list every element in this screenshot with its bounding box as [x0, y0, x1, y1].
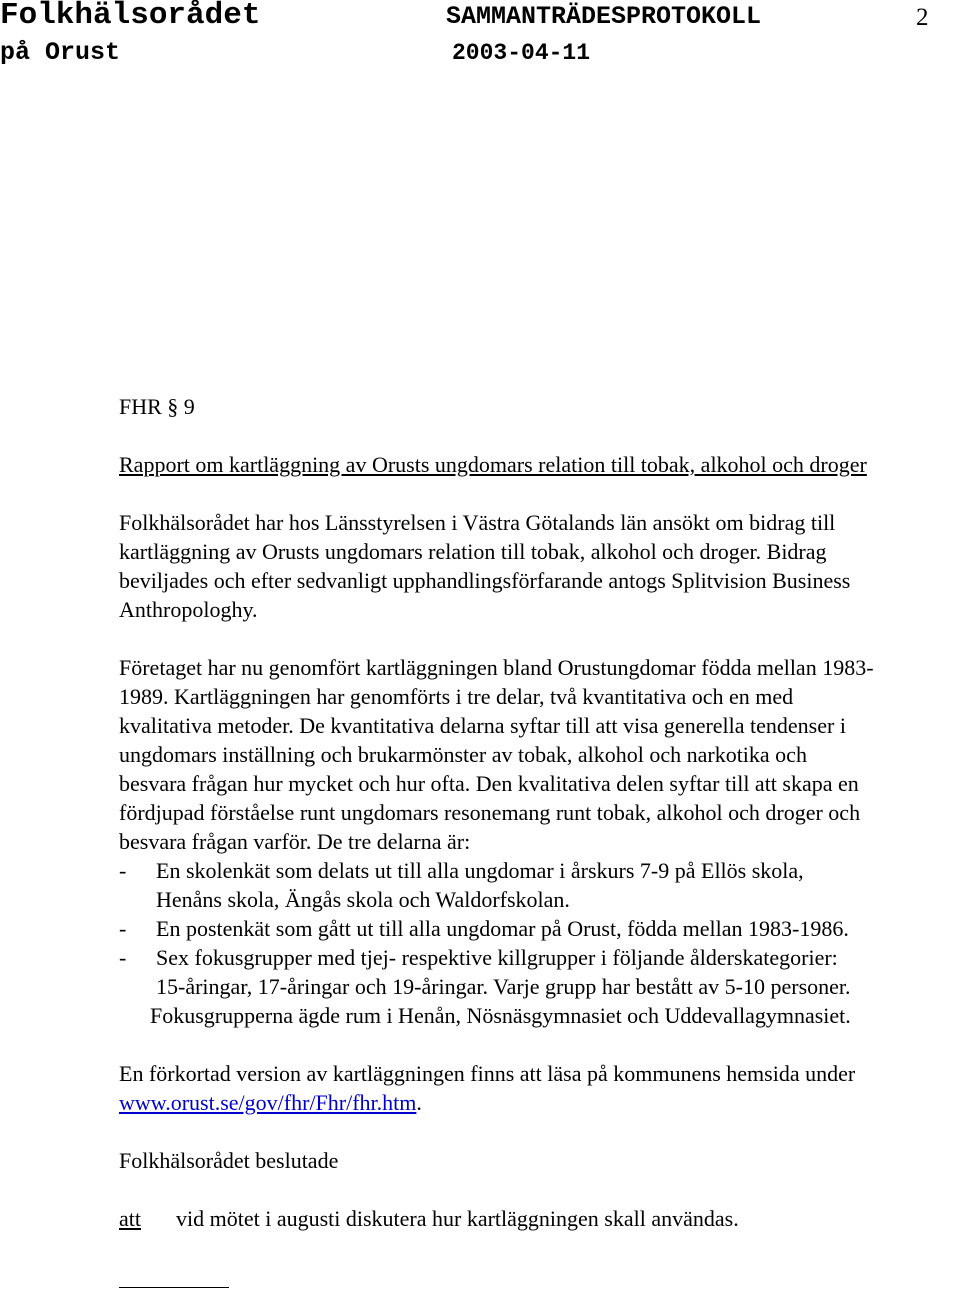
paragraph-line: kartläggning av Orusts ungdomars relation till tobak, alkohol och droger. Bidrag: [119, 539, 827, 564]
paragraph-line: beviljades och efter sedvanligt upphandlingsförfarande antogs Splitvision Business: [119, 568, 851, 593]
list-item-line: 15-åringar, 17-åringar och 19-åringar. Varje grupp har bestått av 5-10 personer.: [156, 974, 851, 999]
org-location: på Orust: [0, 38, 121, 67]
paragraph-3: [119, 1059, 855, 1117]
list-item-dash: -: [119, 916, 127, 941]
paragraph-line: Företaget har nu genomfört kartläggningen bland Orustungdomar födda mellan 1983-: [119, 655, 874, 680]
list-item: [156, 943, 851, 1001]
list-item-line: Henåns skola, Ängås skola och Waldorfskolan.: [156, 887, 570, 912]
decision-heading: Folkhälsorådet beslutade: [119, 1148, 339, 1173]
paragraph-line: En förkortad version av kartläggningen finns att läsa på kommunens hemsida under: [119, 1061, 856, 1086]
decision-label: att: [119, 1206, 141, 1231]
page-number: 2: [916, 4, 929, 31]
paragraph-line: ungdomars inställning och brukarmönster av tobak, alkohol och narkotika och: [119, 742, 807, 767]
document-type: SAMMANTRÄDESPROTOKOLL: [446, 2, 762, 31]
footnote-separator: [119, 1287, 229, 1288]
paragraph-line: Folkhälsorådet har hos Länsstyrelsen i Västra Götalands län ansökt om bidrag till: [119, 510, 836, 535]
list-item-line: Sex fokusgrupper med tjej- respektive killgrupper i följande ålderskategorier:: [156, 945, 838, 970]
list-item: [156, 856, 804, 914]
list-item-line: En skolenkät som delats ut till alla ungdomar i årskurs 7-9 på Ellös skola,: [156, 858, 804, 883]
org-name: Folkhälsorådet: [0, 0, 261, 33]
paragraph-line: kvalitativa metoder. De kvantitativa delarna syftar till att visa generella tendenser i: [119, 713, 846, 738]
paragraph-line: 1989. Kartläggningen har genomförts i tre delar, två kvantitativa och en med: [119, 684, 794, 709]
meeting-date: 2003-04-11: [452, 40, 591, 66]
list-item-dash: -: [119, 945, 127, 970]
section-title: Rapport om kartläggning av Orusts ungdomars relation till tobak, alkohol och droger: [119, 452, 867, 477]
section-id: FHR § 9: [119, 394, 195, 419]
list-item-line: En postenkät som gått ut till alla ungdomar på Orust, födda mellan 1983-1986.: [156, 916, 849, 941]
paragraph-2: [119, 653, 874, 856]
paragraph-1: [119, 508, 850, 624]
paragraph-line: fördjupad förståelse runt ungdomars resonemang runt tobak, alkohol och droger och: [119, 800, 861, 825]
list-trailing-line: Fokusgrupperna ägde rum i Henån, Nösnäsgymnasiet och Uddevallagymnasiet.: [150, 1003, 851, 1028]
paragraph-line: besvara frågan varför. De tre delarna är:: [119, 829, 471, 854]
paragraph-line: besvara frågan hur mycket och hur ofta. Den kvalitativa delen syftar till att skapa en: [119, 771, 859, 796]
paragraph-line: Anthropologhy.: [119, 597, 258, 622]
list-item-dash: -: [119, 858, 127, 883]
link-trailing-period: .: [416, 1090, 422, 1115]
website-link[interactable]: www.orust.se/gov/fhr/Fhr/fhr.htm: [119, 1090, 417, 1115]
list-item: [156, 914, 849, 943]
decision-text: vid mötet i augusti diskutera hur kartläggningen skall användas.: [176, 1206, 739, 1231]
